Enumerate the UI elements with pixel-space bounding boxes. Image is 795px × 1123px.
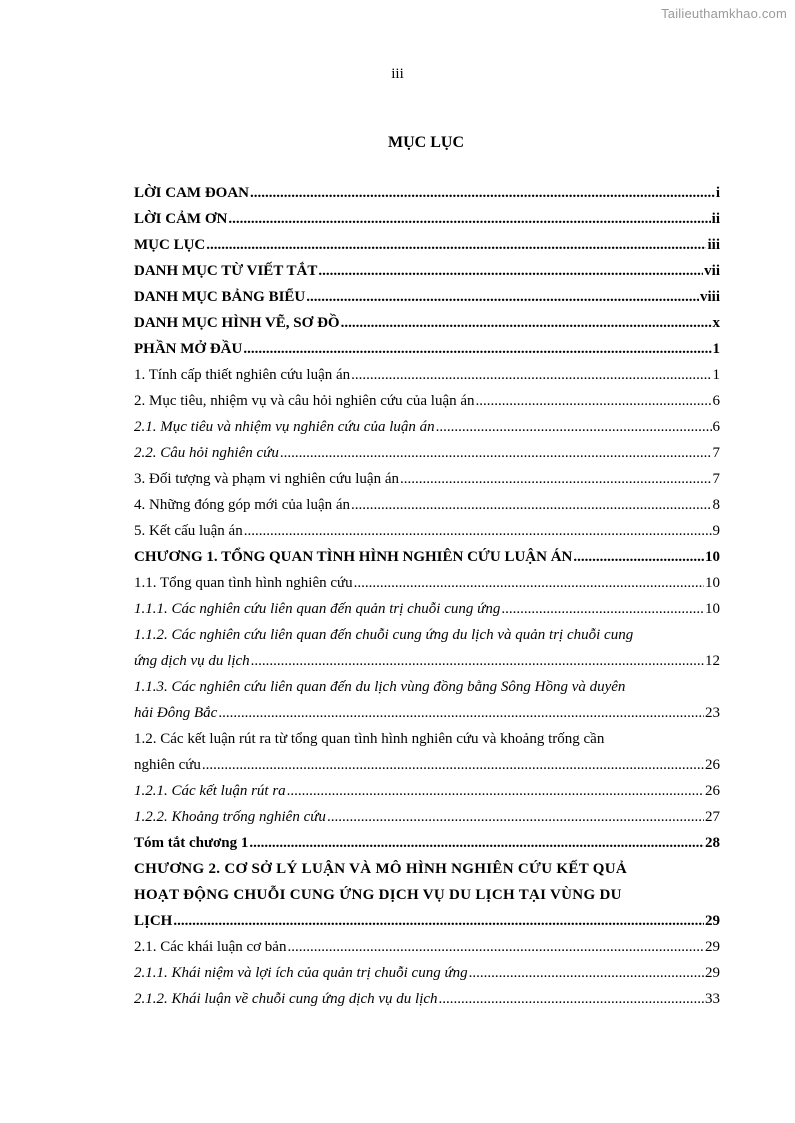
toc-entry-label: 1.2.1. Các kết luận rút ra [134,783,286,799]
dot-leader [251,648,704,674]
watermark: Tailieuthamkhao.com [661,6,787,21]
toc-entry[interactable] [134,830,720,856]
toc-entry-page: 10 [705,549,720,565]
toc-entry[interactable] [134,934,720,960]
toc-entry-page: 23 [705,705,720,721]
toc-entry[interactable] [134,544,720,570]
toc-entry[interactable] [134,856,720,934]
toc-entry-label: ứng dịch vụ du lịch [134,653,250,669]
toc-entry-page: 26 [705,757,720,773]
dot-leader [173,908,704,934]
table-of-contents [134,180,720,1012]
toc-entry[interactable] [134,336,720,362]
toc-entry-page: vii [704,263,720,279]
dot-leader [287,778,704,804]
toc-entry[interactable] [134,778,720,804]
toc-entry[interactable] [134,180,720,206]
toc-entry-label: 1.1.1. Các nghiên cứu liên quan đến quản trị chuỗi cung ứng [134,601,501,617]
dot-leader [250,180,715,206]
dot-leader [318,258,703,284]
toc-entry-page: 7 [712,445,720,461]
dot-leader [341,310,712,336]
toc-entry-line: HOẠT ĐỘNG CHUỖI CUNG ỨNG DỊCH VỤ DU LỊCH TẠI VÙNG DU [134,887,622,903]
toc-entry-page: 26 [705,783,720,799]
dot-leader [436,414,712,440]
toc-entry-label: 2.1. Mục tiêu và nhiệm vụ nghiên cứu của luận án [134,419,435,435]
toc-entry-label: nghiên cứu [134,757,201,773]
toc-entry[interactable] [134,362,720,388]
dot-leader [206,232,706,258]
toc-entry-label: 2.1.1. Khái niệm và lợi ích của quản trị chuỗi cung ứng [134,965,468,981]
dot-leader [218,700,704,726]
dot-leader [351,492,711,518]
toc-title: MỤC LỤC [388,134,464,151]
toc-entry-label: DANH MỤC HÌNH VẼ, SƠ ĐỒ [134,315,340,331]
dot-leader [439,986,704,1012]
toc-entry-label: MỤC LỤC [134,237,206,253]
toc-entry-label: 2.2. Câu hỏi nghiên cứu [134,445,279,461]
toc-entry-page: 27 [705,809,720,825]
toc-entry[interactable] [134,232,720,258]
toc-entry-label: 1.2.2. Khoảng trống nghiên cứu [134,809,326,825]
toc-entry-label: 4. Những đóng góp mới của luận án [134,497,351,513]
toc-entry-page: iii [707,237,720,253]
toc-entry-page: ii [711,211,720,227]
toc-entry[interactable] [134,258,720,284]
dot-leader [400,466,712,492]
toc-entry-page: 10 [705,601,720,617]
toc-entry-page: 6 [712,419,720,435]
toc-entry-label: LỊCH [134,913,173,929]
toc-entry-label: LỜI CAM ĐOAN [134,185,249,201]
toc-entry[interactable] [134,388,720,414]
toc-entry-line: 1.1.2. Các nghiên cứu liên quan đến chuỗi cung ứng du lịch và quản trị chuỗi cung [134,627,634,643]
toc-entry-page: x [712,315,720,331]
toc-entry[interactable] [134,622,720,674]
toc-entry[interactable] [134,466,720,492]
toc-entry-label: 1.1. Tổng quan tình hình nghiên cứu [134,575,353,591]
dot-leader [243,336,711,362]
dot-leader [501,596,704,622]
toc-entry-label: DANH MỤC TỪ VIẾT TẮT [134,263,318,279]
dot-leader [351,362,711,388]
dot-leader [249,830,704,856]
toc-entry-page: 1 [712,341,720,357]
toc-entry-label: CHƯƠNG 1. TỔNG QUAN TÌNH HÌNH NGHIÊN CỨU LUẬN ÁN [134,549,573,565]
dot-leader [287,934,704,960]
toc-entry-label: 2. Mục tiêu, nhiệm vụ và câu hỏi nghiên cứu của luận án [134,393,475,409]
dot-leader [476,388,712,414]
toc-entry[interactable] [134,310,720,336]
toc-entry[interactable] [134,960,720,986]
toc-entry-label: Tóm tắt chương 1 [134,835,249,851]
dot-leader [244,518,712,544]
toc-entry[interactable] [134,492,720,518]
toc-entry[interactable] [134,570,720,596]
toc-entry-page: 33 [705,991,720,1007]
toc-entry-label: 3. Đối tượng và phạm vi nghiên cứu luận án [134,471,399,487]
toc-entry-label: 2.1.2. Khái luận về chuỗi cung ứng dịch vụ du lịch [134,991,438,1007]
toc-entry[interactable] [134,986,720,1012]
toc-entry-page: 12 [705,653,720,669]
dot-leader [280,440,712,466]
toc-entry-page: 6 [712,393,720,409]
toc-entry[interactable] [134,284,720,310]
toc-entry[interactable] [134,804,720,830]
toc-entry-label: 5. Kết cấu luận án [134,523,243,539]
toc-entry-page: 7 [712,471,720,487]
toc-entry-page: 10 [705,575,720,591]
toc-entry[interactable] [134,440,720,466]
toc-entry-page: 8 [712,497,720,513]
toc-entry[interactable] [134,726,720,778]
toc-entry-page: i [715,185,720,201]
toc-entry[interactable] [134,596,720,622]
dot-leader [228,206,710,232]
toc-entry-page: viii [699,289,720,305]
toc-entry[interactable] [134,414,720,440]
toc-entry-label: hải Đông Bắc [134,705,218,721]
toc-entry-label: 1. Tính cấp thiết nghiên cứu luận án [134,367,351,383]
toc-entry-page: 29 [705,939,720,955]
dot-leader [354,570,704,596]
toc-entry[interactable] [134,518,720,544]
toc-entry-page: 29 [705,965,720,981]
toc-entry-label: 2.1. Các khái luận cơ bản [134,939,287,955]
toc-entry-label: LỜI CẢM ƠN [134,211,228,227]
toc-entry-line: CHƯƠNG 2. CƠ SỞ LÝ LUẬN VÀ MÔ HÌNH NGHIÊN CỨU KẾT QUẢ [134,861,628,877]
toc-entry-page: 28 [705,835,720,851]
toc-entry-page: 1 [712,367,720,383]
page-number: iii [391,66,404,82]
dot-leader [469,960,704,986]
dot-leader [202,752,704,778]
toc-entry-label: DANH MỤC BẢNG BIỂU [134,289,306,305]
toc-entry-page: 29 [705,913,720,929]
toc-entry-line: 1.1.3. Các nghiên cứu liên quan đến du lịch vùng đồng bằng Sông Hồng và duyên [134,679,626,695]
toc-entry[interactable] [134,674,720,726]
toc-entry[interactable] [134,206,720,232]
toc-entry-line: 1.2. Các kết luận rút ra từ tổng quan tình hình nghiên cứu và khoảng trống cần [134,731,605,747]
toc-entry-page: 9 [712,523,720,539]
dot-leader [573,544,704,570]
dot-leader [327,804,704,830]
toc-entry-label: PHẦN MỞ ĐẦU [134,341,243,357]
dot-leader [306,284,699,310]
